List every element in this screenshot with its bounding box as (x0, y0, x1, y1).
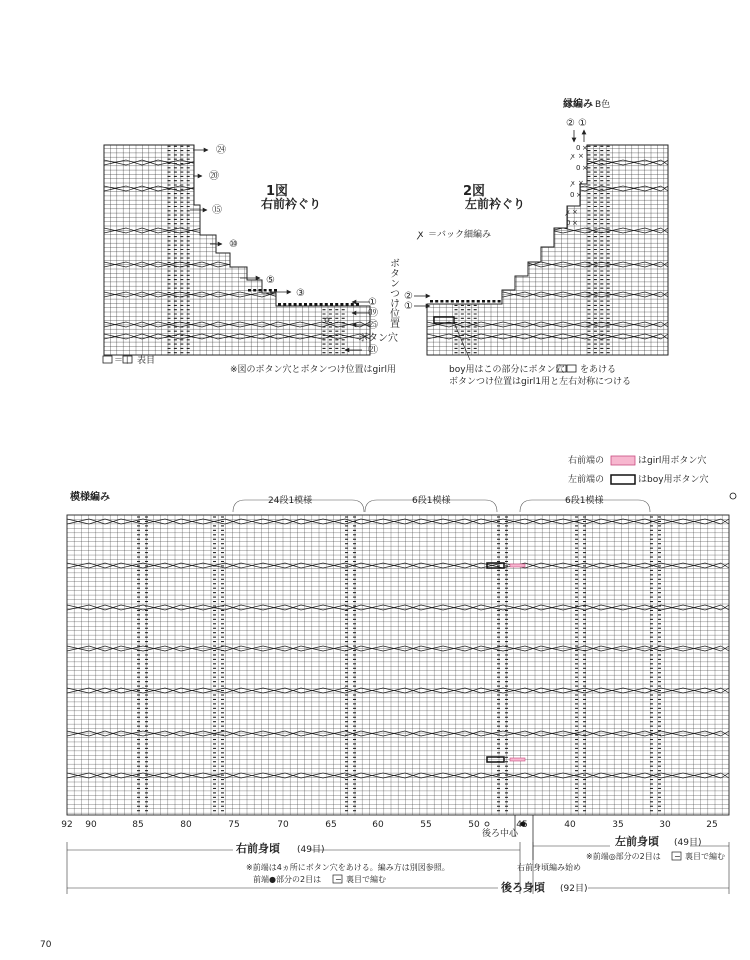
fig1-cable (360, 262, 370, 267)
fig1-cable (338, 292, 360, 297)
fig2-bind-dot (487, 300, 490, 303)
fig2-cable (541, 186, 563, 191)
main-title: 模様編み (70, 492, 110, 503)
fig2-side-2: ② (404, 291, 413, 302)
note-left-purl: − (674, 852, 681, 861)
fig2-cable (449, 262, 465, 267)
fig1-cable (240, 160, 262, 165)
fig2-cable (503, 186, 525, 191)
fig2-top-1: ① (578, 118, 587, 129)
fig2-cable (525, 186, 541, 191)
fig2-bind-dot (482, 300, 485, 303)
fig1-cable (322, 228, 338, 233)
edge-stitch-symbol: × (578, 179, 584, 187)
fig1-bind-dot (253, 289, 256, 292)
fig1-cable (338, 160, 360, 165)
fig2-bind-dot (472, 300, 475, 303)
legend-label: 表目 (137, 356, 156, 366)
fig2-cable (449, 292, 465, 297)
fig1-row-19: ⑲ (368, 308, 378, 319)
fig1-cable (262, 262, 278, 267)
fig2-cable (525, 160, 541, 165)
fig2-cable (427, 160, 449, 165)
fig2-cable (465, 292, 481, 297)
fig1-row-5: ⑤ (266, 275, 275, 286)
fig1-bind-dot (248, 289, 251, 292)
fig1-subtitle: 右前衿ぐり (260, 197, 322, 211)
front-edge-circle (485, 822, 489, 826)
repeat-6-b: 6段1模様 (565, 496, 604, 506)
boy-note-2: をあける (580, 365, 617, 375)
fig1-cable (262, 262, 278, 267)
fig2-bind-dot (466, 300, 469, 303)
fig1-cable (300, 262, 322, 267)
girl-button-hole (510, 758, 525, 761)
fig1-bind-dot (258, 289, 261, 292)
edge-stitch-symbol: ꭗ (571, 152, 575, 160)
right-front-label: 右前身頃 (236, 842, 280, 855)
fig1-cable (218, 186, 240, 191)
fig2-cable (481, 160, 503, 165)
fig1-cable (338, 228, 360, 233)
fig1-cable (338, 186, 360, 191)
fig2-cable (465, 160, 481, 165)
fig1-cable (262, 228, 278, 233)
fig2-cable (525, 160, 541, 165)
figure-2-left-neckline (414, 130, 668, 360)
legend-boy-suffix: はboy用ボタン穴 (638, 475, 709, 485)
fig1-cable (262, 160, 278, 165)
fig2-cable (449, 160, 465, 165)
fig1-cable (218, 228, 240, 233)
fig1-row-15: ⑮ (212, 205, 222, 216)
note-right-purl: − (335, 875, 342, 884)
fig1-cable (240, 228, 262, 233)
fig2-bind-dot (446, 300, 449, 303)
fig2-cable (481, 262, 503, 267)
fig1-bind-dot (274, 289, 277, 292)
fig1-cable (202, 186, 218, 191)
edge-stitch-symbol: × (578, 152, 584, 160)
fig2-cable (427, 160, 449, 165)
fig1-cable (240, 186, 262, 191)
fig2-cable (427, 292, 449, 297)
boy-button-hole (487, 563, 504, 568)
fig2-cable (427, 262, 449, 267)
fig2-bind-dot (456, 300, 459, 303)
x-tick-label: 65 (325, 820, 337, 830)
fig1-cable (202, 228, 218, 233)
fig1-cable (360, 228, 370, 233)
fig1-bind-dot (351, 303, 354, 306)
fig1-cable (278, 262, 300, 267)
page-number: 70 (40, 940, 52, 950)
fig1-cable (202, 228, 218, 233)
fig1-bind-dot (314, 303, 317, 306)
fig1-cable (240, 160, 262, 165)
fig2-cable (525, 228, 541, 233)
fig1-cable (322, 186, 338, 191)
fig1-cable (240, 228, 262, 233)
fig2-cable (541, 186, 563, 191)
fig1-cable (338, 160, 360, 165)
legend-girl-suffix: はgirl用ボタン穴 (638, 456, 707, 466)
main-pattern-chart (61, 493, 736, 894)
fig1-title: 1図 (265, 184, 289, 199)
fig2-bind-dot (430, 300, 433, 303)
fig2-cable (503, 262, 525, 267)
front-edge-circle-top (730, 493, 736, 499)
edge-stitch-symbol: × (582, 164, 588, 172)
fig2-cable (481, 160, 503, 165)
back-label: 後ろ身頃 (501, 881, 545, 894)
fig1-row-3: ③ (296, 288, 305, 299)
fig1-bind-dot (283, 303, 286, 306)
fig1-bind-dot (325, 303, 328, 306)
fig1-cable (240, 262, 262, 267)
fig1-cable (262, 228, 278, 233)
x-tick-label: 60 (372, 820, 384, 830)
edge-stitch-symbol: 0 (566, 219, 571, 227)
x-tick-label: 80 (180, 820, 192, 830)
edge-stitch-symbol: ꭗ (566, 208, 570, 216)
x-tick-label: 50 (468, 820, 480, 830)
fig1-row-10: ⑩ (229, 239, 238, 250)
fig1-bind-dot (340, 303, 343, 306)
edge-stitch-symbol: × (572, 219, 578, 227)
fig1-bind-dot (264, 289, 267, 292)
fig1-cable (240, 186, 262, 191)
fig1-cable (278, 228, 300, 233)
fig2-subtitle: 左前衿ぐり (464, 197, 526, 211)
back-knit-label: ＝バック細編み (428, 230, 492, 240)
back-knit-symbol: ꭗ (418, 229, 424, 240)
fig1-cable (300, 186, 322, 191)
fig2-cable (427, 262, 449, 267)
fig1-cable (322, 292, 338, 297)
fig1-cable (300, 160, 322, 165)
left-front-label: 左前身頃 (615, 835, 659, 848)
legend-girl: 右前端の (568, 456, 605, 466)
fig2-bind-dot (492, 300, 495, 303)
fig2-cable (503, 186, 525, 191)
fig2-bind-dot (440, 300, 443, 303)
fig1-row-20: ⑳ (209, 171, 219, 182)
fig1-cable (240, 262, 262, 267)
fig1-cable (322, 262, 338, 267)
fig2-cable (525, 228, 541, 233)
fig1-outline (104, 145, 370, 355)
fig1-cable (322, 160, 338, 165)
fig1-cable (278, 160, 300, 165)
repeat-6-a: 6段1模様 (412, 496, 451, 506)
fig2-top-2: ② (566, 118, 575, 129)
legend-symbol: | (126, 356, 129, 364)
fig2-cable (503, 228, 525, 233)
fig2-cable (541, 160, 563, 165)
fig1-cable (300, 160, 322, 165)
fig2-bind-dot (461, 300, 464, 303)
edge-stitch-symbol: ꭗ (571, 179, 575, 187)
fig1-button-hole-label: ボタン穴 (358, 333, 398, 344)
fig1-bind-dot (346, 303, 349, 306)
x-tick-label: 25 (706, 820, 718, 830)
fig2-cable (503, 228, 525, 233)
boy-note-box-2 (567, 365, 576, 372)
fig2-cable (481, 292, 503, 297)
back-count: (92目) (560, 884, 588, 894)
x-tick-label: 70 (277, 820, 289, 830)
edge-stitch-symbol: × (572, 208, 578, 216)
fig1-row-25: ㉕ (368, 320, 378, 331)
fig2-grid (427, 140, 668, 355)
note-left: ※前端◎部分の2目は (586, 852, 661, 861)
note-right-1: ※前端は4ヵ所にボタン穴をあける。編み方は別図参照。 (246, 863, 450, 872)
fig1-button-pos-label: ボタンつけ位置 (387, 258, 399, 328)
fig1-cable (322, 186, 338, 191)
x-tick-label: 75 (228, 820, 240, 830)
fig2-cable (503, 262, 525, 267)
girl-button-hole (510, 564, 525, 567)
fig1-cable (278, 262, 300, 267)
boy-note-1: boy用はこの部分にボタン穴 (449, 365, 565, 375)
fig1-bind-dot (278, 303, 281, 306)
main-frame (67, 515, 729, 815)
edge-title: 縁編み (563, 99, 593, 110)
fig1-cable (360, 160, 370, 165)
fig1-cable (338, 262, 360, 267)
x-tick-label: 30 (659, 820, 671, 830)
boy-button-hole (487, 757, 504, 762)
fig1-cable (338, 228, 360, 233)
fig1-cable (300, 186, 322, 191)
x-tick-label: 45 (516, 820, 528, 830)
x-tick-label: 85 (132, 820, 144, 830)
note-left-b: 裏目で編む (685, 852, 725, 861)
fig2-title: 2図 (462, 184, 486, 199)
fig2-cable (541, 160, 563, 165)
fig2-cable (427, 292, 449, 297)
right-front-start: 右前身頃編み始め (517, 863, 581, 872)
x-tick-label: 90 (85, 820, 97, 830)
fig1-cable (338, 186, 360, 191)
legend-boy-swatch (611, 475, 635, 484)
fig1-cable (218, 160, 240, 165)
fig1-cable (322, 292, 338, 297)
fig2-bind-dot (477, 300, 480, 303)
fig1-button-hole (325, 318, 329, 322)
fig1-bind-dot (304, 303, 307, 306)
legend-eq: ＝ (114, 356, 124, 366)
fig1-cable (262, 160, 278, 165)
fig1-cable (300, 262, 322, 267)
fig1-bind-dot (269, 289, 272, 292)
fig1-cable (202, 186, 218, 191)
fig1-bind-dot (288, 303, 291, 306)
legend-box (103, 356, 112, 363)
x-tick-label: 92 (61, 820, 73, 830)
fig1-bind-dot (299, 303, 302, 306)
fig2-cable (427, 186, 449, 191)
fig2-cable (465, 262, 481, 267)
fig1-bind-dot (294, 303, 297, 306)
back-center: 後ろ中心 (482, 829, 519, 839)
fig2-cable (525, 186, 541, 191)
left-front-count: (49目) (674, 838, 702, 848)
fig1-cable (202, 160, 218, 165)
fig1-cable (338, 262, 360, 267)
fig2-cable (449, 160, 465, 165)
fig2-cable (465, 160, 481, 165)
edge-stitch-symbol: 0 (576, 144, 581, 152)
fig1-cable (322, 228, 338, 233)
fig2-bind-dot (498, 300, 501, 303)
note-right-2b: 裏目で編む (346, 875, 386, 884)
fig-note: ※図のボタン穴とボタンつけ位置はgirl用 (230, 365, 396, 375)
fig2-cable (503, 160, 525, 165)
edge-color: B色 (595, 100, 611, 110)
fig2-cable (465, 262, 481, 267)
fig1-row-21: ㉑ (368, 345, 378, 356)
edge-stitch-symbol: 0 (570, 191, 575, 199)
legend-girl-swatch (611, 456, 635, 465)
fig2-cable (465, 292, 481, 297)
fig2-cable (481, 262, 503, 267)
legend-boy: 左前端の (568, 475, 605, 485)
fig1-cable (202, 160, 218, 165)
repeat-24: 24段1模様 (268, 496, 313, 506)
fig2-boy-hole (434, 317, 454, 323)
fig2-bind-dot (451, 300, 454, 303)
fig1-cable (278, 228, 300, 233)
fig1-cable (360, 160, 370, 165)
fig1-cable (218, 228, 240, 233)
fig1-bind-dot (320, 303, 323, 306)
fig2-cable (449, 262, 465, 267)
fig1-bind-dot (356, 303, 359, 306)
fig1-cable (360, 228, 370, 233)
fig1-cable (218, 160, 240, 165)
fig1-cable (360, 262, 370, 267)
edge-stitch-symbol: × (576, 191, 582, 199)
fig1-cable (218, 186, 240, 191)
fig2-cable (449, 292, 465, 297)
fig1-cable (360, 186, 370, 191)
boy-note-3: ボタンつけ位置はgirl1用と左右対称につける (449, 377, 631, 387)
fig1-bind-dot (330, 303, 333, 306)
x-tick-label: 35 (612, 820, 624, 830)
fig1-bind-dot (309, 303, 312, 306)
fig2-cable (503, 160, 525, 165)
edge-stitch-symbol: 0 (576, 164, 581, 172)
fig2-cable (427, 186, 449, 191)
right-front-count: (49目) (297, 845, 325, 855)
fig1-row-24: ㉔ (216, 145, 226, 156)
edge-stitch-symbol: × (582, 144, 588, 152)
x-tick-label: 40 (564, 820, 576, 830)
fig2-side-1: ① (404, 301, 413, 312)
fig2-bind-dot (435, 300, 438, 303)
fig1-cable (322, 262, 338, 267)
fig1-cable (300, 228, 322, 233)
fig1-row-1: ① (368, 297, 377, 308)
fig1-cable (278, 160, 300, 165)
fig1-bind-dot (335, 303, 338, 306)
fig1-cable (338, 292, 360, 297)
fig2-cable (481, 292, 503, 297)
fig1-cable (360, 186, 370, 191)
fig1-cable (300, 228, 322, 233)
fig1-cable (322, 160, 338, 165)
x-tick-label: 55 (420, 820, 432, 830)
note-right-2: 前端●部分の2目は (253, 875, 322, 884)
